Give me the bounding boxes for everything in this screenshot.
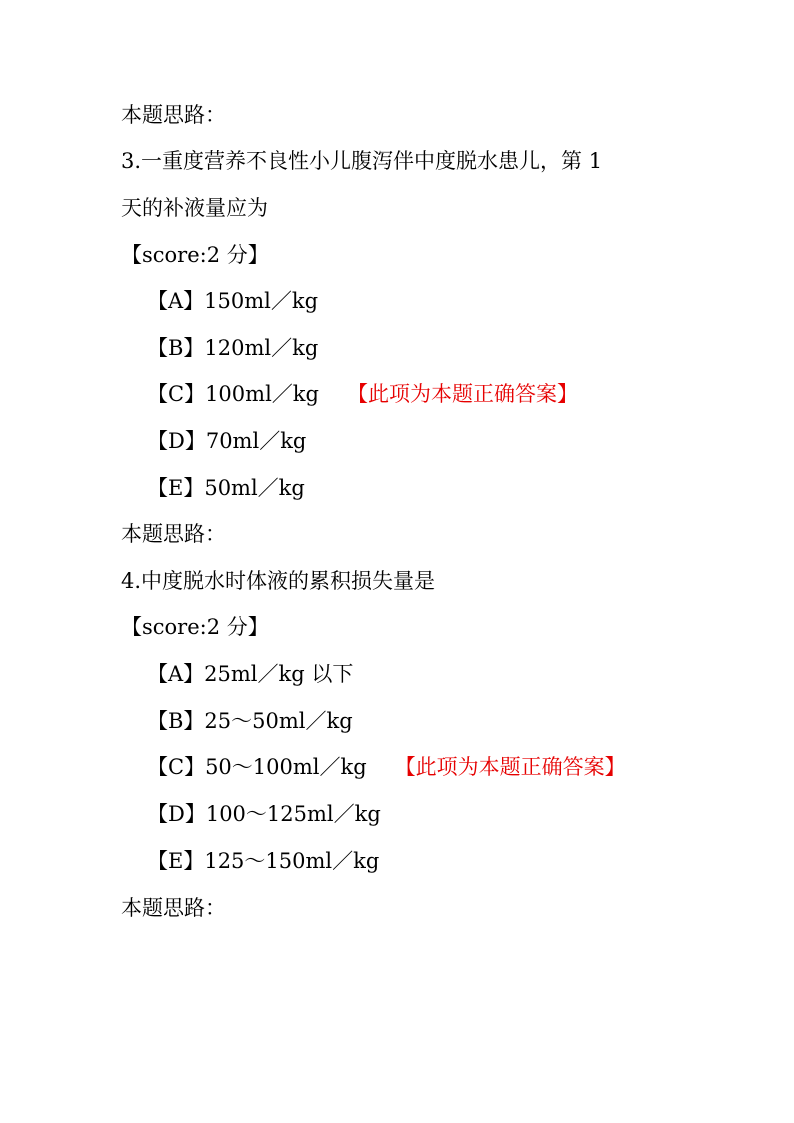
thinking-label: 本题思路： <box>121 522 226 546</box>
option-label: 【C】50～100ml／kg <box>147 755 367 779</box>
option-label: 【D】70ml／kg <box>147 429 307 453</box>
thinking-label: 本题思路： <box>121 103 226 127</box>
question-stem: 3.一重度营养不良性小儿腹泻伴中度脱水患儿，第 1 <box>121 149 603 173</box>
option-d <box>147 801 381 827</box>
option-a <box>147 288 318 314</box>
option-label: 【B】25～50ml／kg <box>147 709 353 733</box>
correct-answer-note: 【此项为本题正确答案】 <box>346 382 578 406</box>
question-score: 【score:2 分】 <box>121 243 269 267</box>
option-d <box>147 428 306 454</box>
option-a <box>147 661 353 687</box>
option-label: 【A】150ml／kg <box>147 289 319 313</box>
question-stem-continued: 天的补液量应为 <box>121 196 268 220</box>
option-e <box>147 475 305 501</box>
question-stem: 4.中度脱水时体液的累积损失量是 <box>121 569 436 593</box>
option-label: 【E】50ml／kg <box>147 476 305 500</box>
question-score: 【score:2 分】 <box>121 615 269 639</box>
option-label: 【E】125～150ml／kg <box>147 849 380 873</box>
option-label: 【D】100～125ml／kg <box>147 802 381 826</box>
option-label: 【C】100ml／kg <box>147 382 319 406</box>
option-e <box>147 848 379 874</box>
correct-answer-note: 【此项为本题正确答案】 <box>394 755 626 779</box>
option-c <box>147 754 626 780</box>
option-label: 【A】25ml／kg 以下 <box>147 662 354 686</box>
thinking-label: 本题思路： <box>121 896 226 920</box>
option-b <box>147 335 318 361</box>
option-b <box>147 708 353 734</box>
option-c <box>147 381 578 407</box>
option-label: 【B】120ml／kg <box>147 336 319 360</box>
